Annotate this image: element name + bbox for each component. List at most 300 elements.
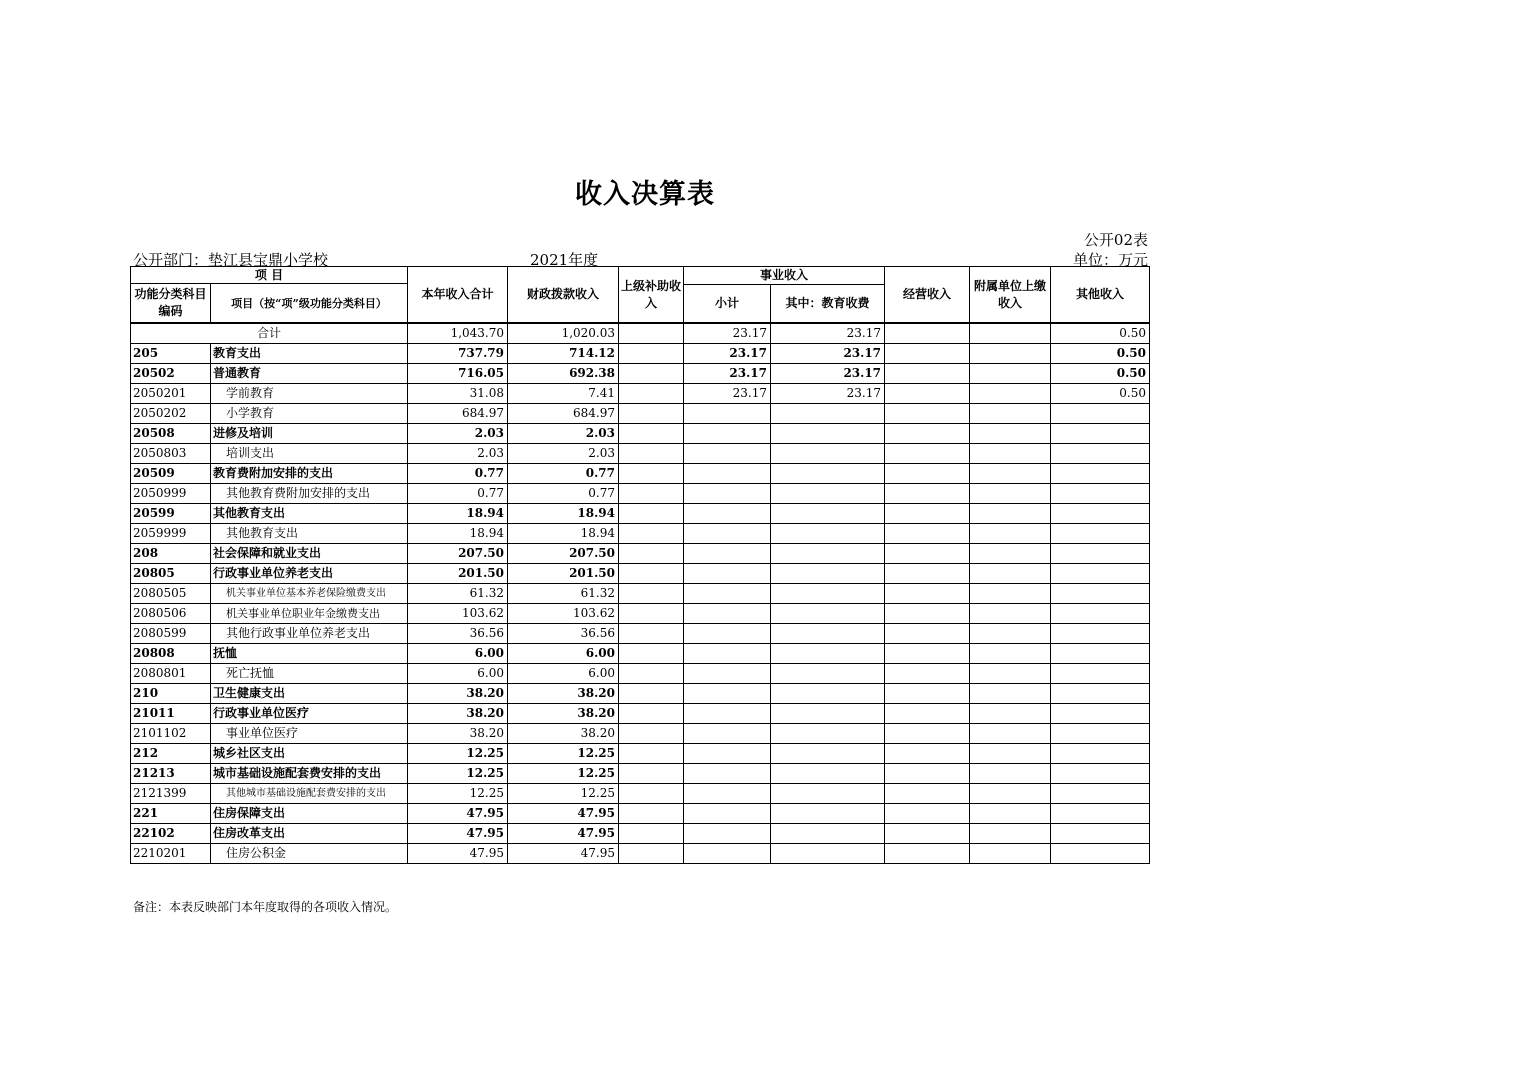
cell-total: 737.79 [408, 344, 508, 364]
cell-fiscal: 692.38 [508, 364, 619, 384]
table-row [131, 684, 1150, 704]
table-row [131, 344, 1150, 364]
cell-affiliated [970, 644, 1051, 664]
cell-other [1051, 784, 1150, 804]
row-code: 20508 [131, 424, 211, 444]
row-name: 城乡社区支出 [211, 744, 408, 764]
cell-affiliated [970, 804, 1051, 824]
cell-operating [885, 524, 970, 544]
header-operating: 经营收入 [885, 267, 970, 324]
cell-edu-fee [771, 824, 885, 844]
cell-edu-fee [771, 684, 885, 704]
cell-superior [619, 404, 684, 424]
header-superior: 上级补助收入 [619, 267, 684, 324]
cell-total: 2.03 [408, 424, 508, 444]
cell-operating [885, 424, 970, 444]
table-row [131, 404, 1150, 424]
cell-total: 38.20 [408, 684, 508, 704]
cell-superior [619, 664, 684, 684]
table-row [131, 564, 1150, 584]
header-subtotal: 小计 [684, 285, 771, 324]
row-name: 进修及培训 [211, 424, 408, 444]
row-name: 抚恤 [211, 644, 408, 664]
cell-operating [885, 624, 970, 644]
cell-operating [885, 544, 970, 564]
cell-edu-fee [771, 504, 885, 524]
cell-total: 0.77 [408, 464, 508, 484]
cell-subtotal [684, 764, 771, 784]
cell-total: 38.20 [408, 724, 508, 744]
cell-affiliated [970, 724, 1051, 744]
cell-operating [885, 844, 970, 864]
header-item-group: 项 目 [131, 267, 408, 284]
cell-subtotal: 23.17 [684, 344, 771, 364]
cell-edu-fee [771, 644, 885, 664]
cell-operating [885, 784, 970, 804]
cell-edu-fee [771, 604, 885, 624]
total-edu-fee: 23.17 [771, 323, 885, 344]
row-code: 20599 [131, 504, 211, 524]
cell-subtotal [684, 844, 771, 864]
cell-affiliated [970, 684, 1051, 704]
row-code: 210 [131, 684, 211, 704]
cell-superior [619, 744, 684, 764]
total-fiscal: 1,020.03 [508, 323, 619, 344]
cell-affiliated [970, 484, 1051, 504]
cell-subtotal [684, 704, 771, 724]
total-superior [619, 323, 684, 344]
cell-operating [885, 584, 970, 604]
cell-operating [885, 764, 970, 784]
cell-superior [619, 764, 684, 784]
cell-other [1051, 804, 1150, 824]
cell-total: 716.05 [408, 364, 508, 384]
cell-fiscal: 38.20 [508, 724, 619, 744]
cell-edu-fee [771, 524, 885, 544]
cell-affiliated [970, 604, 1051, 624]
cell-affiliated [970, 624, 1051, 644]
cell-fiscal: 47.95 [508, 844, 619, 864]
cell-operating [885, 344, 970, 364]
cell-subtotal [684, 784, 771, 804]
cell-subtotal [684, 424, 771, 444]
cell-operating [885, 484, 970, 504]
table-row [131, 804, 1150, 824]
cell-fiscal: 47.95 [508, 804, 619, 824]
cell-superior [619, 564, 684, 584]
cell-affiliated [970, 744, 1051, 764]
cell-subtotal [684, 544, 771, 564]
cell-edu-fee: 23.17 [771, 364, 885, 384]
cell-other [1051, 524, 1150, 544]
cell-other [1051, 744, 1150, 764]
cell-total: 38.20 [408, 704, 508, 724]
cell-superior [619, 384, 684, 404]
row-name: 培训支出 [211, 444, 408, 464]
cell-total: 36.56 [408, 624, 508, 644]
row-code: 2059999 [131, 524, 211, 544]
cell-subtotal: 23.17 [684, 364, 771, 384]
table-row [131, 764, 1150, 784]
cell-fiscal: 6.00 [508, 644, 619, 664]
row-code: 2080599 [131, 624, 211, 644]
cell-fiscal: 38.20 [508, 684, 619, 704]
cell-fiscal: 12.25 [508, 784, 619, 804]
cell-superior [619, 844, 684, 864]
row-code: 21213 [131, 764, 211, 784]
cell-edu-fee [771, 544, 885, 564]
row-name: 住房保障支出 [211, 804, 408, 824]
cell-superior [619, 444, 684, 464]
cell-fiscal: 38.20 [508, 704, 619, 724]
header-business-group: 事业收入 [684, 267, 885, 285]
cell-superior [619, 804, 684, 824]
table-row [131, 584, 1150, 604]
table-row [131, 844, 1150, 864]
table-row [131, 784, 1150, 804]
cell-affiliated [970, 584, 1051, 604]
table-row [131, 464, 1150, 484]
total-subtotal: 23.17 [684, 323, 771, 344]
row-name: 死亡抚恤 [211, 664, 408, 684]
cell-fiscal: 207.50 [508, 544, 619, 564]
cell-subtotal [684, 484, 771, 504]
cell-total: 12.25 [408, 744, 508, 764]
table-row [131, 364, 1150, 384]
cell-affiliated [970, 844, 1051, 864]
row-name: 其他教育支出 [211, 524, 408, 544]
cell-subtotal [684, 724, 771, 744]
header-affiliated: 附属单位上缴收入 [970, 267, 1051, 324]
cell-other [1051, 424, 1150, 444]
table-row [131, 424, 1150, 444]
table-row [131, 484, 1150, 504]
cell-fiscal: 0.77 [508, 464, 619, 484]
row-code: 212 [131, 744, 211, 764]
department-label: 公开部门：垫江县宝鼎小学校 [133, 251, 329, 269]
table-row [131, 624, 1150, 644]
header-total: 本年收入合计 [408, 267, 508, 324]
table-row [131, 604, 1150, 624]
cell-other [1051, 444, 1150, 464]
cell-edu-fee [771, 664, 885, 684]
cell-fiscal: 201.50 [508, 564, 619, 584]
cell-other [1051, 844, 1150, 864]
cell-other [1051, 764, 1150, 784]
cell-superior [619, 624, 684, 644]
cell-other: 0.50 [1051, 344, 1150, 364]
header-name: 项目（按“项”级功能分类科目） [211, 284, 408, 324]
cell-operating [885, 564, 970, 584]
cell-affiliated [970, 544, 1051, 564]
cell-other [1051, 644, 1150, 664]
cell-operating [885, 444, 970, 464]
cell-edu-fee [771, 584, 885, 604]
total-affiliated [970, 323, 1051, 344]
row-code: 205 [131, 344, 211, 364]
cell-other [1051, 724, 1150, 744]
table-row [131, 504, 1150, 524]
cell-edu-fee [771, 444, 885, 464]
table-row [131, 744, 1150, 764]
row-name: 城市基础设施配套费安排的支出 [211, 764, 408, 784]
cell-operating [885, 464, 970, 484]
cell-affiliated [970, 824, 1051, 844]
cell-subtotal [684, 644, 771, 664]
cell-other [1051, 564, 1150, 584]
row-code: 2050201 [131, 384, 211, 404]
cell-affiliated [970, 344, 1051, 364]
cell-total: 18.94 [408, 504, 508, 524]
cell-operating [885, 384, 970, 404]
cell-affiliated [970, 424, 1051, 444]
total-label: 合计 [131, 323, 408, 344]
cell-affiliated [970, 764, 1051, 784]
cell-affiliated [970, 504, 1051, 524]
cell-edu-fee [771, 764, 885, 784]
cell-operating [885, 364, 970, 384]
row-name: 行政事业单位医疗 [211, 704, 408, 724]
cell-operating [885, 684, 970, 704]
cell-edu-fee [771, 844, 885, 864]
cell-superior [619, 344, 684, 364]
header-edu-fee: 其中：教育收费 [771, 285, 885, 324]
cell-subtotal [684, 584, 771, 604]
row-code: 2050202 [131, 404, 211, 424]
unit-label: 单位：万元 [1072, 251, 1148, 269]
table-row [131, 644, 1150, 664]
row-name: 住房公积金 [211, 844, 408, 864]
cell-other [1051, 604, 1150, 624]
table-row [131, 444, 1150, 464]
cell-edu-fee [771, 704, 885, 724]
row-name: 教育费附加安排的支出 [211, 464, 408, 484]
cell-edu-fee [771, 804, 885, 824]
cell-fiscal: 18.94 [508, 504, 619, 524]
form-number: 公开02表 [1083, 231, 1148, 249]
row-code: 208 [131, 544, 211, 564]
cell-subtotal [684, 684, 771, 704]
cell-edu-fee [771, 624, 885, 644]
cell-operating [885, 504, 970, 524]
row-code: 2101102 [131, 724, 211, 744]
cell-other [1051, 464, 1150, 484]
table-row [131, 544, 1150, 564]
cell-other [1051, 544, 1150, 564]
row-name: 住房改革支出 [211, 824, 408, 844]
cell-other: 0.50 [1051, 364, 1150, 384]
cell-other [1051, 624, 1150, 644]
row-code: 22102 [131, 824, 211, 844]
header-other: 其他收入 [1051, 267, 1150, 324]
cell-superior [619, 724, 684, 744]
cell-subtotal [684, 504, 771, 524]
cell-superior [619, 464, 684, 484]
cell-operating [885, 604, 970, 624]
cell-fiscal: 12.25 [508, 744, 619, 764]
cell-operating [885, 824, 970, 844]
row-code: 21011 [131, 704, 211, 724]
table-row [131, 384, 1150, 404]
row-code: 2050999 [131, 484, 211, 504]
cell-superior [619, 524, 684, 544]
cell-operating [885, 404, 970, 424]
cell-other [1051, 684, 1150, 704]
row-name: 学前教育 [211, 384, 408, 404]
fiscal-year: 2021年度 [530, 251, 599, 269]
cell-other [1051, 704, 1150, 724]
cell-edu-fee [771, 724, 885, 744]
row-name: 其他教育支出 [211, 504, 408, 524]
row-name: 卫生健康支出 [211, 684, 408, 704]
table-row [131, 524, 1150, 544]
row-name: 其他城市基础设施配套费安排的支出 [211, 784, 408, 804]
total-operating [885, 323, 970, 344]
cell-total: 47.95 [408, 844, 508, 864]
cell-subtotal [684, 404, 771, 424]
cell-subtotal [684, 564, 771, 584]
cell-operating [885, 704, 970, 724]
footnote: 备注：本表反映部门本年度取得的各项收入情况。 [133, 900, 398, 914]
cell-other [1051, 404, 1150, 424]
cell-affiliated [970, 464, 1051, 484]
cell-total: 47.95 [408, 804, 508, 824]
row-name: 教育支出 [211, 344, 408, 364]
cell-superior [619, 424, 684, 444]
row-name: 社会保障和就业支出 [211, 544, 408, 564]
cell-edu-fee [771, 404, 885, 424]
cell-superior [619, 824, 684, 844]
cell-fiscal: 12.25 [508, 764, 619, 784]
cell-fiscal: 2.03 [508, 424, 619, 444]
cell-subtotal [684, 824, 771, 844]
cell-subtotal [684, 804, 771, 824]
cell-total: 207.50 [408, 544, 508, 564]
cell-other [1051, 504, 1150, 524]
row-code: 2080505 [131, 584, 211, 604]
table-row [131, 664, 1150, 684]
cell-subtotal [684, 524, 771, 544]
cell-fiscal: 6.00 [508, 664, 619, 684]
cell-total: 47.95 [408, 824, 508, 844]
cell-affiliated [970, 384, 1051, 404]
row-code: 2050803 [131, 444, 211, 464]
cell-superior [619, 784, 684, 804]
cell-total: 201.50 [408, 564, 508, 584]
cell-affiliated [970, 404, 1051, 424]
row-code: 2210201 [131, 844, 211, 864]
cell-other [1051, 824, 1150, 844]
header-fiscal: 财政拨款收入 [508, 267, 619, 324]
cell-superior [619, 644, 684, 664]
cell-subtotal [684, 444, 771, 464]
cell-superior [619, 504, 684, 524]
cell-edu-fee [771, 424, 885, 444]
row-code: 2080506 [131, 604, 211, 624]
cell-total: 0.77 [408, 484, 508, 504]
row-code: 20808 [131, 644, 211, 664]
cell-total: 2.03 [408, 444, 508, 464]
cell-total: 18.94 [408, 524, 508, 544]
row-name: 其他行政事业单位养老支出 [211, 624, 408, 644]
cell-subtotal: 23.17 [684, 384, 771, 404]
cell-fiscal: 0.77 [508, 484, 619, 504]
table-row [131, 704, 1150, 724]
row-code: 221 [131, 804, 211, 824]
cell-fiscal: 61.32 [508, 584, 619, 604]
cell-fiscal: 47.95 [508, 824, 619, 844]
income-table [130, 266, 1150, 864]
row-code: 2080801 [131, 664, 211, 684]
row-name: 小学教育 [211, 404, 408, 424]
row-name: 行政事业单位养老支出 [211, 564, 408, 584]
row-name: 事业单位医疗 [211, 724, 408, 744]
cell-superior [619, 704, 684, 724]
header-code: 功能分类科目编码 [131, 284, 211, 324]
cell-total: 61.32 [408, 584, 508, 604]
cell-subtotal [684, 624, 771, 644]
cell-total: 12.25 [408, 764, 508, 784]
cell-affiliated [970, 564, 1051, 584]
row-code: 20502 [131, 364, 211, 384]
row-name: 机关事业单位基本养老保险缴费支出 [211, 584, 408, 604]
cell-edu-fee [771, 484, 885, 504]
table-row [131, 824, 1150, 844]
cell-other [1051, 484, 1150, 504]
cell-affiliated [970, 784, 1051, 804]
cell-affiliated [970, 364, 1051, 384]
cell-affiliated [970, 524, 1051, 544]
row-code: 20509 [131, 464, 211, 484]
cell-superior [619, 604, 684, 624]
cell-other [1051, 664, 1150, 684]
cell-affiliated [970, 444, 1051, 464]
cell-total: 684.97 [408, 404, 508, 424]
cell-other [1051, 584, 1150, 604]
cell-operating [885, 804, 970, 824]
cell-operating [885, 644, 970, 664]
cell-affiliated [970, 704, 1051, 724]
row-name: 普通教育 [211, 364, 408, 384]
cell-edu-fee [771, 464, 885, 484]
cell-operating [885, 744, 970, 764]
cell-other: 0.50 [1051, 384, 1150, 404]
cell-operating [885, 664, 970, 684]
cell-total: 6.00 [408, 644, 508, 664]
row-code: 20805 [131, 564, 211, 584]
cell-edu-fee: 23.17 [771, 344, 885, 364]
cell-affiliated [970, 664, 1051, 684]
cell-operating [885, 724, 970, 744]
total-row [131, 323, 1150, 344]
table-row [131, 724, 1150, 744]
cell-fiscal: 2.03 [508, 444, 619, 464]
cell-superior [619, 584, 684, 604]
row-code: 2121399 [131, 784, 211, 804]
row-name: 机关事业单位职业年金缴费支出 [211, 604, 408, 624]
cell-total: 6.00 [408, 664, 508, 684]
row-name: 其他教育费附加安排的支出 [211, 484, 408, 504]
cell-total: 103.62 [408, 604, 508, 624]
cell-total: 31.08 [408, 384, 508, 404]
cell-fiscal: 7.41 [508, 384, 619, 404]
cell-subtotal [684, 604, 771, 624]
cell-superior [619, 544, 684, 564]
page-title: 收入决算表 [575, 179, 715, 210]
cell-subtotal [684, 744, 771, 764]
cell-edu-fee [771, 564, 885, 584]
cell-fiscal: 36.56 [508, 624, 619, 644]
